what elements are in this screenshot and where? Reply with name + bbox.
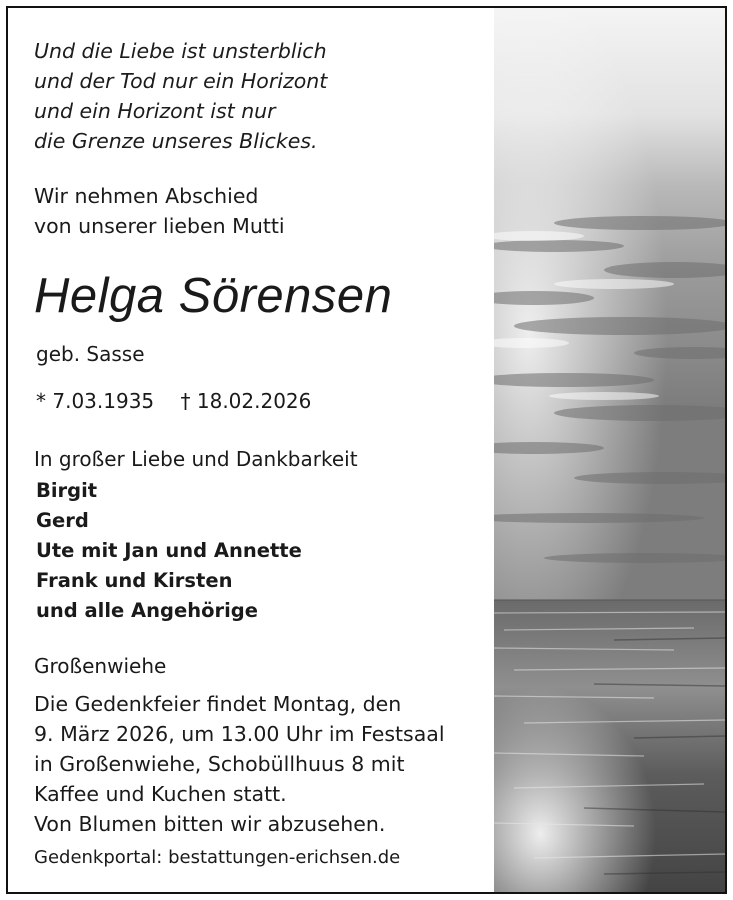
- service-line: Die Gedenkfeier findet Montag, den: [34, 692, 402, 716]
- service-details: [34, 689, 445, 839]
- farewell-line: Wir nehmen Abschied: [34, 184, 259, 208]
- service-line: in Großenwiehe, Schobüllhuus 8 mit: [34, 752, 405, 776]
- service-line: Kaffee und Kuchen statt.: [34, 782, 287, 806]
- mourner-name: Ute mit Jan und Annette: [36, 539, 302, 562]
- farewell-line: von unserer lieben Mutti: [34, 214, 285, 238]
- mourners-list: [36, 476, 302, 626]
- life-dates: [36, 386, 311, 416]
- memorial-portal-link[interactable]: Gedenkportal: bestattungen-erichsen.de: [34, 847, 401, 868]
- deceased-name: Helga Sörensen: [34, 269, 393, 323]
- mourner-name: Frank und Kirsten: [36, 569, 233, 592]
- service-line: Von Blumen bitten wir abzusehen.: [34, 812, 386, 836]
- sea-horizon-image: [494, 8, 725, 892]
- poem-line: Und die Liebe ist unsterblich: [34, 39, 327, 63]
- mourner-name: Gerd: [36, 509, 89, 532]
- service-line: 9. März 2026, um 13.00 Uhr im Festsaal: [34, 722, 445, 746]
- farewell-text: [34, 181, 285, 241]
- maiden-name: geb. Sasse: [36, 342, 145, 366]
- poem-line: die Grenze unseres Blickes.: [34, 129, 318, 153]
- mourner-name: Birgit: [36, 479, 98, 502]
- birth-date: * 7.03.1935: [36, 389, 155, 413]
- poem-line: und der Tod nur ein Horizont: [34, 69, 328, 93]
- mourners-intro: In großer Liebe und Dankbarkeit: [34, 447, 358, 471]
- poem: [34, 36, 327, 156]
- text-column: [34, 8, 484, 892]
- obituary-notice: [6, 6, 727, 894]
- death-date: † 18.02.2026: [180, 389, 312, 413]
- mourner-name: und alle Angehörige: [36, 599, 258, 622]
- poem-line: und ein Horizont ist nur: [34, 99, 276, 123]
- place-name: Großenwiehe: [34, 654, 167, 678]
